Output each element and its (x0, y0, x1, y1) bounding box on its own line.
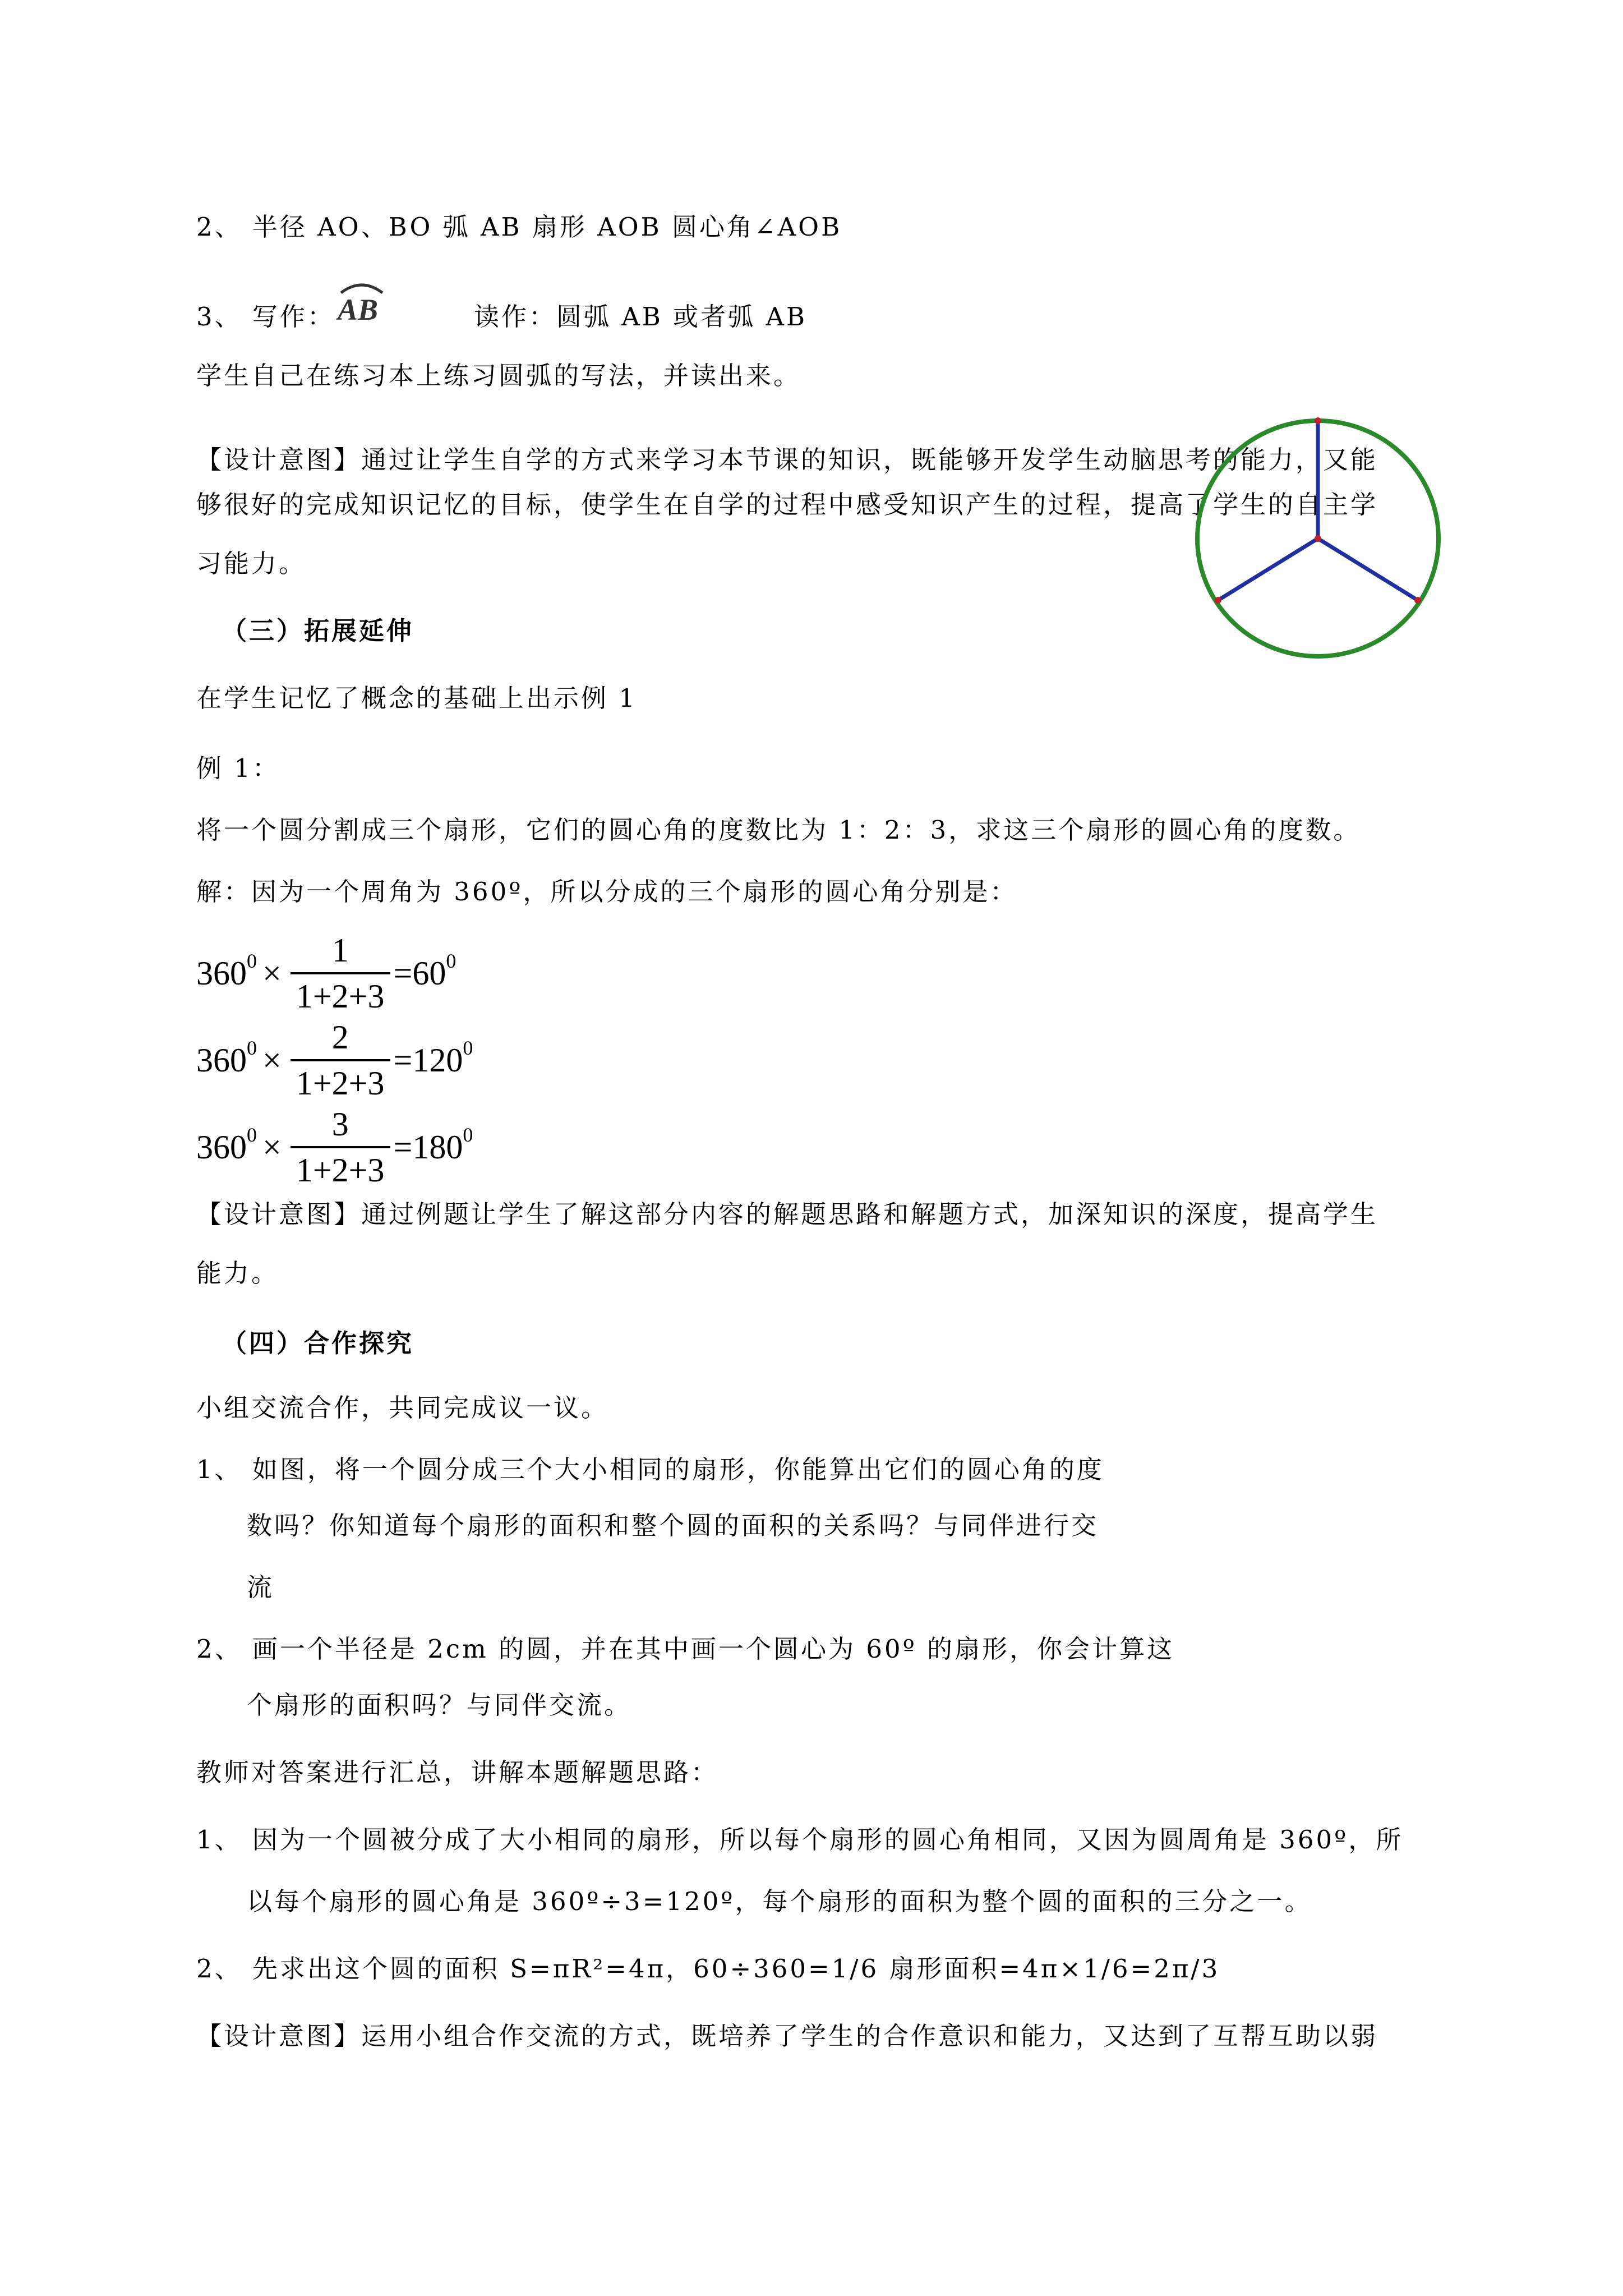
formula-base: 360 (196, 954, 247, 992)
question-line: 个扇形的面积吗？与同伴交流。 (247, 1690, 632, 1720)
paragraph-line: 教师对答案进行汇总，讲解本题解题思路： (196, 1757, 719, 1787)
sector-circle-figure (1178, 381, 1458, 662)
fraction-numerator: 1 (331, 932, 349, 969)
formula-base: 360 (196, 1041, 247, 1079)
times-sign: × (262, 1128, 282, 1166)
solution-intro: 解：因为一个周角为 360º，所以分成的三个扇形的圆心角分别是： (196, 877, 1018, 907)
paragraph-line: 【设计意图】运用小组合作交流的方式，既培养了学生的合作意识和能力，又达到了互帮互助以弱 (196, 2021, 1378, 2051)
formula-row-2 (196, 1010, 473, 1111)
point-marker (1215, 597, 1221, 604)
write-label: 3、 写作： (196, 302, 335, 332)
formula-degree: 0 (463, 1124, 473, 1146)
result: =120 (393, 1041, 463, 1079)
paragraph-line: 能力。 (196, 1258, 279, 1288)
formula-row-3 (196, 1097, 473, 1198)
formula-base: 360 (196, 1128, 247, 1166)
center-point-marker (1315, 535, 1321, 542)
arc-ab-symbol (331, 275, 393, 325)
answer-line: 1、 因为一个圆被分成了大小相同的扇形，所以每个扇形的圆心角相同，又因为圆周角是 360º，所 (196, 1825, 1404, 1855)
result: =60 (393, 954, 446, 992)
formula-row-1 (196, 923, 456, 1024)
section-heading: （四）合作探究 (222, 1328, 414, 1358)
fraction (291, 931, 390, 1016)
question-line: 数吗？你知道每个扇形的面积和整个圆的面积的关系吗？与同伴进行交 (247, 1511, 1099, 1540)
fraction-denominator: 1+2+3 (296, 978, 385, 1015)
radius-line (1218, 539, 1318, 600)
radius-line (1318, 539, 1418, 600)
section-heading: （三）拓展延伸 (222, 616, 414, 646)
answer-line: 2、 先求出这个圆的面积 S=πR²=4π，60÷360=1/6 扇形面积=4π×1/6=2π/3 (196, 1954, 1220, 1984)
fraction (291, 1105, 390, 1190)
fraction (291, 1018, 390, 1103)
paragraph-line: 习能力。 (196, 549, 307, 578)
arc-ab-label: AB (338, 293, 379, 325)
answer-line: 以每个扇形的圆心角是 360º÷3=120º，每个扇形的面积为整个圆的面积的三分之一。 (247, 1887, 1312, 1916)
paragraph-line: 【设计意图】通过让学生自学的方式来学习本节课的知识，既能够开发学生动脑思考的能力，又能 (196, 445, 1378, 475)
paragraph-line: 在学生记忆了概念的基础上出示例 1 (196, 683, 637, 713)
fraction-denominator: 1+2+3 (296, 1065, 385, 1102)
paragraph-line: 小组交流合作，共同完成议一议。 (196, 1393, 609, 1423)
result: =180 (393, 1128, 463, 1166)
fraction-numerator: 3 (331, 1106, 349, 1143)
formula-degree: 0 (247, 950, 257, 972)
times-sign: × (262, 1041, 282, 1079)
point-marker (1315, 417, 1321, 424)
question-line: 2、 画一个半径是 2cm 的圆，并在其中画一个圆心为 60º 的扇形，你会计算这 (196, 1634, 1175, 1664)
formula-degree: 0 (463, 1037, 473, 1059)
paragraph-line: 够很好的完成知识记忆的目标，使学生在自学的过程中感受知识产生的过程，提高了学生的自主学 (196, 490, 1378, 519)
example-label: 例 1： (196, 753, 280, 783)
question-line: 流 (247, 1572, 275, 1602)
point-marker (1414, 597, 1421, 604)
paragraph-line: 【设计意图】通过例题让学生了解这部分内容的解题思路和解题方式，加深知识的深度，提高学生 (196, 1199, 1378, 1229)
times-sign: × (262, 954, 282, 992)
example-question: 将一个圆分割成三个扇形，它们的圆心角的度数比为 1：2：3，求这三个扇形的圆心角的度数。 (196, 815, 1361, 845)
question-line: 1、 如图，将一个圆分成三个大小相同的扇形，你能算出它们的圆心角的度 (196, 1455, 1104, 1484)
read-label: 读作：圆弧 AB 或者弧 AB (474, 302, 808, 332)
fraction-numerator: 2 (331, 1019, 349, 1056)
fraction-denominator: 1+2+3 (296, 1152, 385, 1189)
formula-degree: 0 (247, 1037, 257, 1059)
formula-degree: 0 (247, 1124, 257, 1146)
term-list-line: 2、 半径 AO、BO 弧 AB 扇形 AOB 圆心角∠AOB (196, 212, 842, 242)
paragraph-line: 学生自己在练习本上练习圆弧的写法，并读出来。 (196, 361, 801, 390)
formula-degree: 0 (446, 950, 457, 972)
